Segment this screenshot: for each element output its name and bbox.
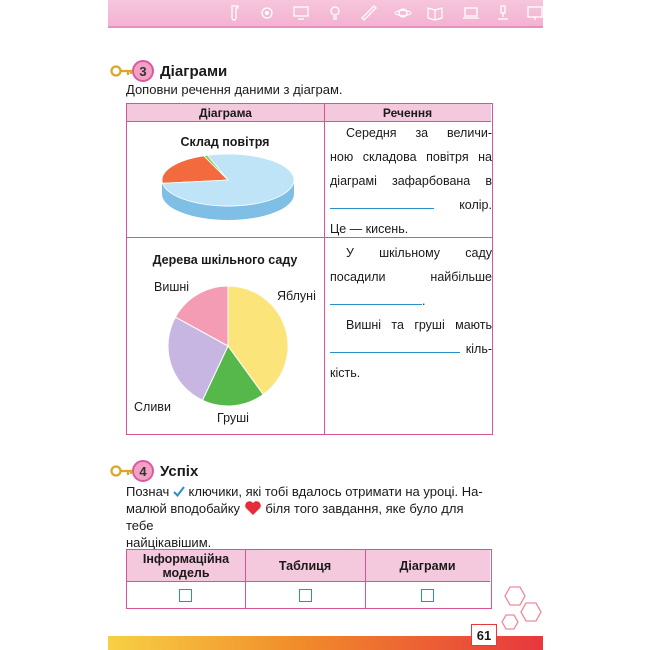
- air-composition-chart: [150, 150, 310, 230]
- success-table: [126, 549, 492, 609]
- sentence-1-word: колір.: [459, 198, 492, 212]
- section-number-badge: 3: [132, 60, 154, 82]
- sentence-1-line-4: [330, 193, 492, 217]
- sentence-2-line-5: [330, 337, 492, 361]
- ruler-icon: [360, 4, 378, 22]
- microscope-icon: [494, 4, 512, 22]
- book-icon: [426, 4, 444, 22]
- section-3-instruction: Доповни речення даними з діаграм.: [126, 82, 343, 97]
- key-icon: [110, 62, 136, 80]
- hexagon-decoration: [498, 585, 550, 637]
- checkbox-table[interactable]: [299, 589, 312, 602]
- chart-title-air: Склад повітря: [180, 135, 270, 149]
- planet-icon: [394, 4, 412, 22]
- section-4-instruction: [126, 483, 492, 551]
- key-icon: [110, 462, 136, 480]
- instruction-text-1: Познач: [126, 484, 170, 499]
- answer-blank-color[interactable]: [330, 197, 434, 209]
- column-header-diagram: Діаграма: [127, 104, 324, 122]
- sentence-1-line-1: Середня за величи-: [346, 126, 492, 140]
- section-number-badge: 4: [132, 460, 154, 482]
- column-header-info-model: Інформаційна модель: [127, 550, 245, 582]
- column-header-table: Таблиця: [245, 550, 365, 582]
- checkbox-info-model[interactable]: [179, 589, 192, 602]
- pie-label-apples: Яблуні: [277, 289, 316, 303]
- garden-trees-chart: [166, 284, 290, 408]
- instruction-text-3: малюй вподобайку: [126, 501, 241, 516]
- monitor-icon: [292, 4, 310, 22]
- column-divider: [365, 550, 366, 608]
- instruction-text-5: найцікавішим.: [126, 535, 212, 550]
- instruction-text-4: біля того завдання, яке було для тебе: [126, 501, 464, 533]
- top-decorative-band: [108, 0, 543, 28]
- gear-icon: [258, 4, 276, 22]
- section-4-heading: [110, 460, 198, 482]
- column-header-sentence: Речення: [324, 104, 491, 122]
- sentence-2-line-3: [330, 289, 492, 313]
- sentence-2-line-2: посадили найбільше: [330, 270, 492, 284]
- answer-blank-tree[interactable]: [330, 293, 422, 305]
- lamp-icon: [326, 4, 344, 22]
- pie-label-plums: Сливи: [134, 400, 171, 414]
- sentence-2-period: .: [422, 294, 426, 308]
- pie-label-pears: Груші: [217, 411, 249, 425]
- page-number: 61: [471, 624, 497, 646]
- checkbox-diagrams[interactable]: [421, 589, 434, 602]
- sentence-2-line-4: Вишні та груші мають: [346, 318, 492, 332]
- laptop-icon: [462, 4, 480, 22]
- section-3-heading: [110, 60, 227, 82]
- presentation-icon: [526, 4, 543, 22]
- test-tube-icon: [226, 4, 244, 22]
- instruction-text-2: ключики, які тобі вдалось отримати на уроці. На-: [188, 484, 483, 499]
- sentence-2-line-6: кість.: [330, 366, 361, 380]
- pie-label-cherries: Вишні: [154, 280, 190, 294]
- checkmark-icon: [173, 486, 185, 497]
- sentence-2-word-part: кіль-: [465, 342, 492, 356]
- section-title: Діаграми: [160, 62, 228, 80]
- sentence-1-line-3: діаграмі зафарбована в: [330, 174, 492, 188]
- column-divider: [245, 550, 246, 608]
- sentence-1-line-5: Це — кисень.: [330, 222, 409, 236]
- chart-title-trees: Дерева шкільного саду: [152, 253, 298, 267]
- sentence-2-line-1: У шкільному саду: [346, 246, 492, 260]
- answer-blank-amount[interactable]: [330, 341, 460, 353]
- section-title: Успіх: [160, 462, 199, 480]
- sentence-block-1: [330, 121, 492, 241]
- sentence-block-2: [330, 241, 492, 385]
- sentence-1-line-2: ною складова повітря на: [330, 150, 492, 164]
- column-header-diagrams: Діаграми: [365, 550, 490, 582]
- column-divider: [324, 104, 325, 434]
- heart-icon: [244, 500, 262, 516]
